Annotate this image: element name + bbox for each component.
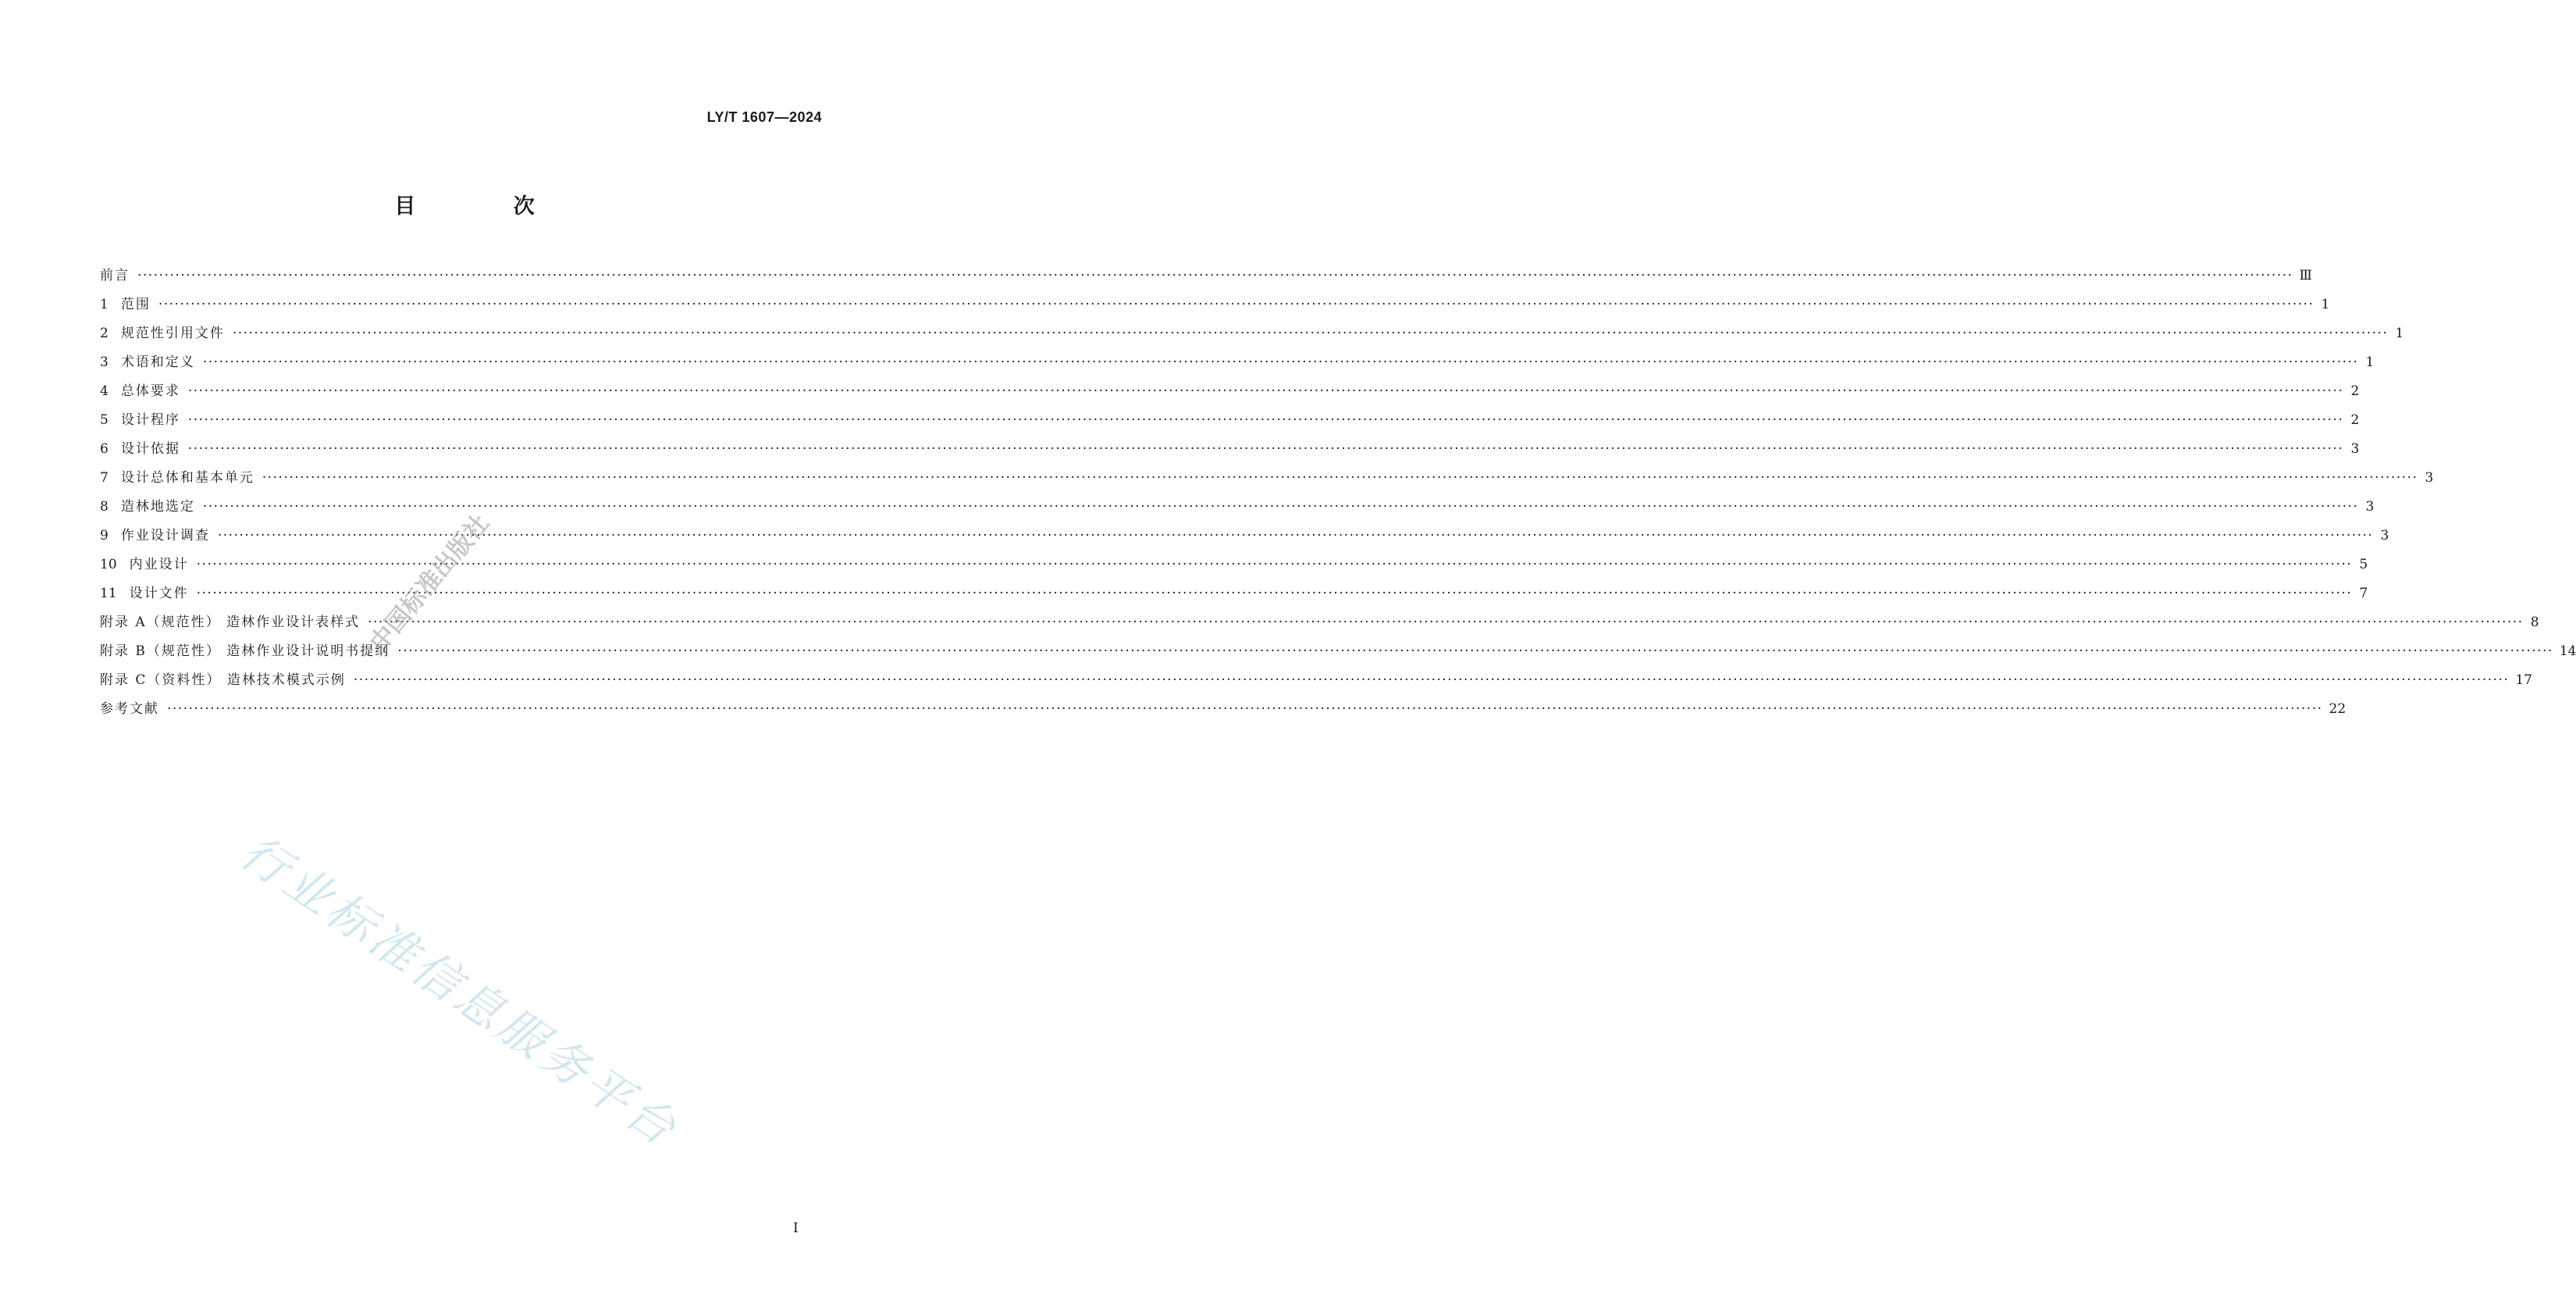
toc-entry-title: 内业设计 [129,557,189,572]
toc-entry-title: 设计总体和基本单元 [120,470,254,486]
toc-entry-title: 设计文件 [129,586,189,601]
toc-dot-leader: ················································································································································································································································································································································································································ [353,672,2510,688]
toc-dot-leader: ················································································································································································································································································································································································································ [368,615,2524,630]
toc-dot-leader: ················································································································································································································································································································································································································ [217,528,2374,543]
toc-entry-page: 5 [2359,557,2368,572]
toc-entry-title: 范围 [120,297,151,312]
toc-entry-number: 6 [100,441,109,457]
toc-entry-title: 规范性引用文件 [120,326,225,341]
toc-entry-page: 8 [2530,615,2539,630]
toc-entry-number: 4 [100,383,109,399]
toc-entry-page: 22 [2329,701,2347,717]
toc-entry-8[interactable] [100,498,2375,527]
toc-entry-3[interactable] [100,354,2375,383]
platform-watermark: 行业标准信息服务平台 [230,825,688,1159]
toc-entry-bibliography[interactable] [100,700,2347,729]
toc-dot-leader: ················································································································································································································································································································································································································ [196,586,2353,601]
toc-dot-leader: ················································································································································································································································································································································································································ [167,701,2323,717]
toc-entry-appendix-c[interactable] [100,672,2532,700]
toc-entry-title: 造林地选定 [120,499,195,515]
toc-entry-appendix-a[interactable] [100,614,2539,643]
toc-dot-leader: ················································································································································································································································································································································································································ [262,470,2418,486]
toc-entry-number: 11 [100,586,117,601]
toc-entry-title: 作业设计调查 [120,528,210,543]
toc-entry-foreword[interactable] [100,267,2312,296]
toc-entry-title: 设计程序 [120,412,180,428]
toc-entry-title: 前言 [100,268,130,283]
toc-entry-title: 附录 B（规范性） 造林作业设计说明书提纲 [100,643,390,659]
toc-entry-page: 7 [2359,586,2368,601]
toc-entry-title: 总体要求 [120,383,180,399]
toc-entry-number: 2 [100,326,109,341]
toc-entry-page: 2 [2350,412,2360,428]
toc-entry-11[interactable] [100,585,2368,614]
table-of-contents [100,267,2576,729]
toc-entry-title: 附录 A（规范性） 造林作业设计表样式 [100,615,361,630]
toc-entry-title: 设计依据 [120,441,180,457]
toc-entry-number: 3 [100,355,109,370]
toc-entry-page: 2 [2350,383,2360,399]
toc-entry-page: 14 [2559,643,2576,659]
toc-entry-6[interactable] [100,440,2360,469]
toc-entry-number: 5 [100,412,109,428]
toc-entry-7[interactable] [100,469,2434,498]
toc-entry-page: Ⅲ [2299,268,2312,283]
toc-entry-10[interactable] [100,556,2368,585]
toc-entry-page: 3 [2365,499,2375,515]
toc-entry-title: 参考文献 [100,701,159,717]
toc-dot-leader: ················································································································································································································································································································································································································ [397,643,2553,659]
standard-code: LY/T 1607—2024 [706,109,822,125]
toc-dot-leader: ················································································································································································································································································································································································································ [187,383,2344,399]
publisher-watermark: 中国标准出版社 [364,508,495,658]
toc-entry-4[interactable] [100,383,2360,412]
toc-entry-number: 1 [100,297,109,312]
toc-entry-number: 9 [100,528,109,543]
toc-dot-leader: ················································································································································································································································································································································································································ [187,441,2344,457]
toc-entry-page: 17 [2515,672,2532,688]
toc-entry-number: 7 [100,470,109,486]
toc-entry-appendix-b[interactable] [100,643,2576,672]
page-number: Ⅰ [793,1221,799,1236]
toc-dot-leader: ················································································································································································································································································································································································································ [158,297,2314,312]
toc-entry-title: 术语和定义 [120,355,195,370]
toc-entry-5[interactable] [100,412,2360,440]
toc-entry-2[interactable] [100,325,2404,354]
toc-dot-leader: ················································································································································································································································································································································································································ [187,412,2344,428]
toc-dot-leader: ················································································································································································································································································································································································································ [137,268,2293,283]
toc-entry-page: 1 [2395,326,2404,341]
toc-entry-title: 附录 C（资料性） 造林技术模式示例 [100,672,346,688]
toc-dot-leader: ················································································································································································································································································································································································································ [202,355,2359,370]
toc-entry-1[interactable] [100,296,2330,325]
toc-dot-leader: ················································································································································································································································································································································································································ [202,499,2359,515]
toc-dot-leader: ················································································································································································································································································································································································································ [232,326,2389,341]
toc-entry-page: 3 [2425,470,2434,486]
toc-entry-number: 8 [100,499,109,515]
toc-entry-page: 1 [2321,297,2330,312]
toc-entry-number: 10 [100,557,117,572]
toc-entry-page: 3 [2350,441,2360,457]
page-title: 目 次 [394,194,580,219]
toc-dot-leader: ················································································································································································································································································································································································································ [196,557,2353,572]
toc-entry-page: 3 [2380,528,2389,543]
toc-entry-page: 1 [2365,355,2375,370]
toc-entry-9[interactable] [100,527,2389,556]
